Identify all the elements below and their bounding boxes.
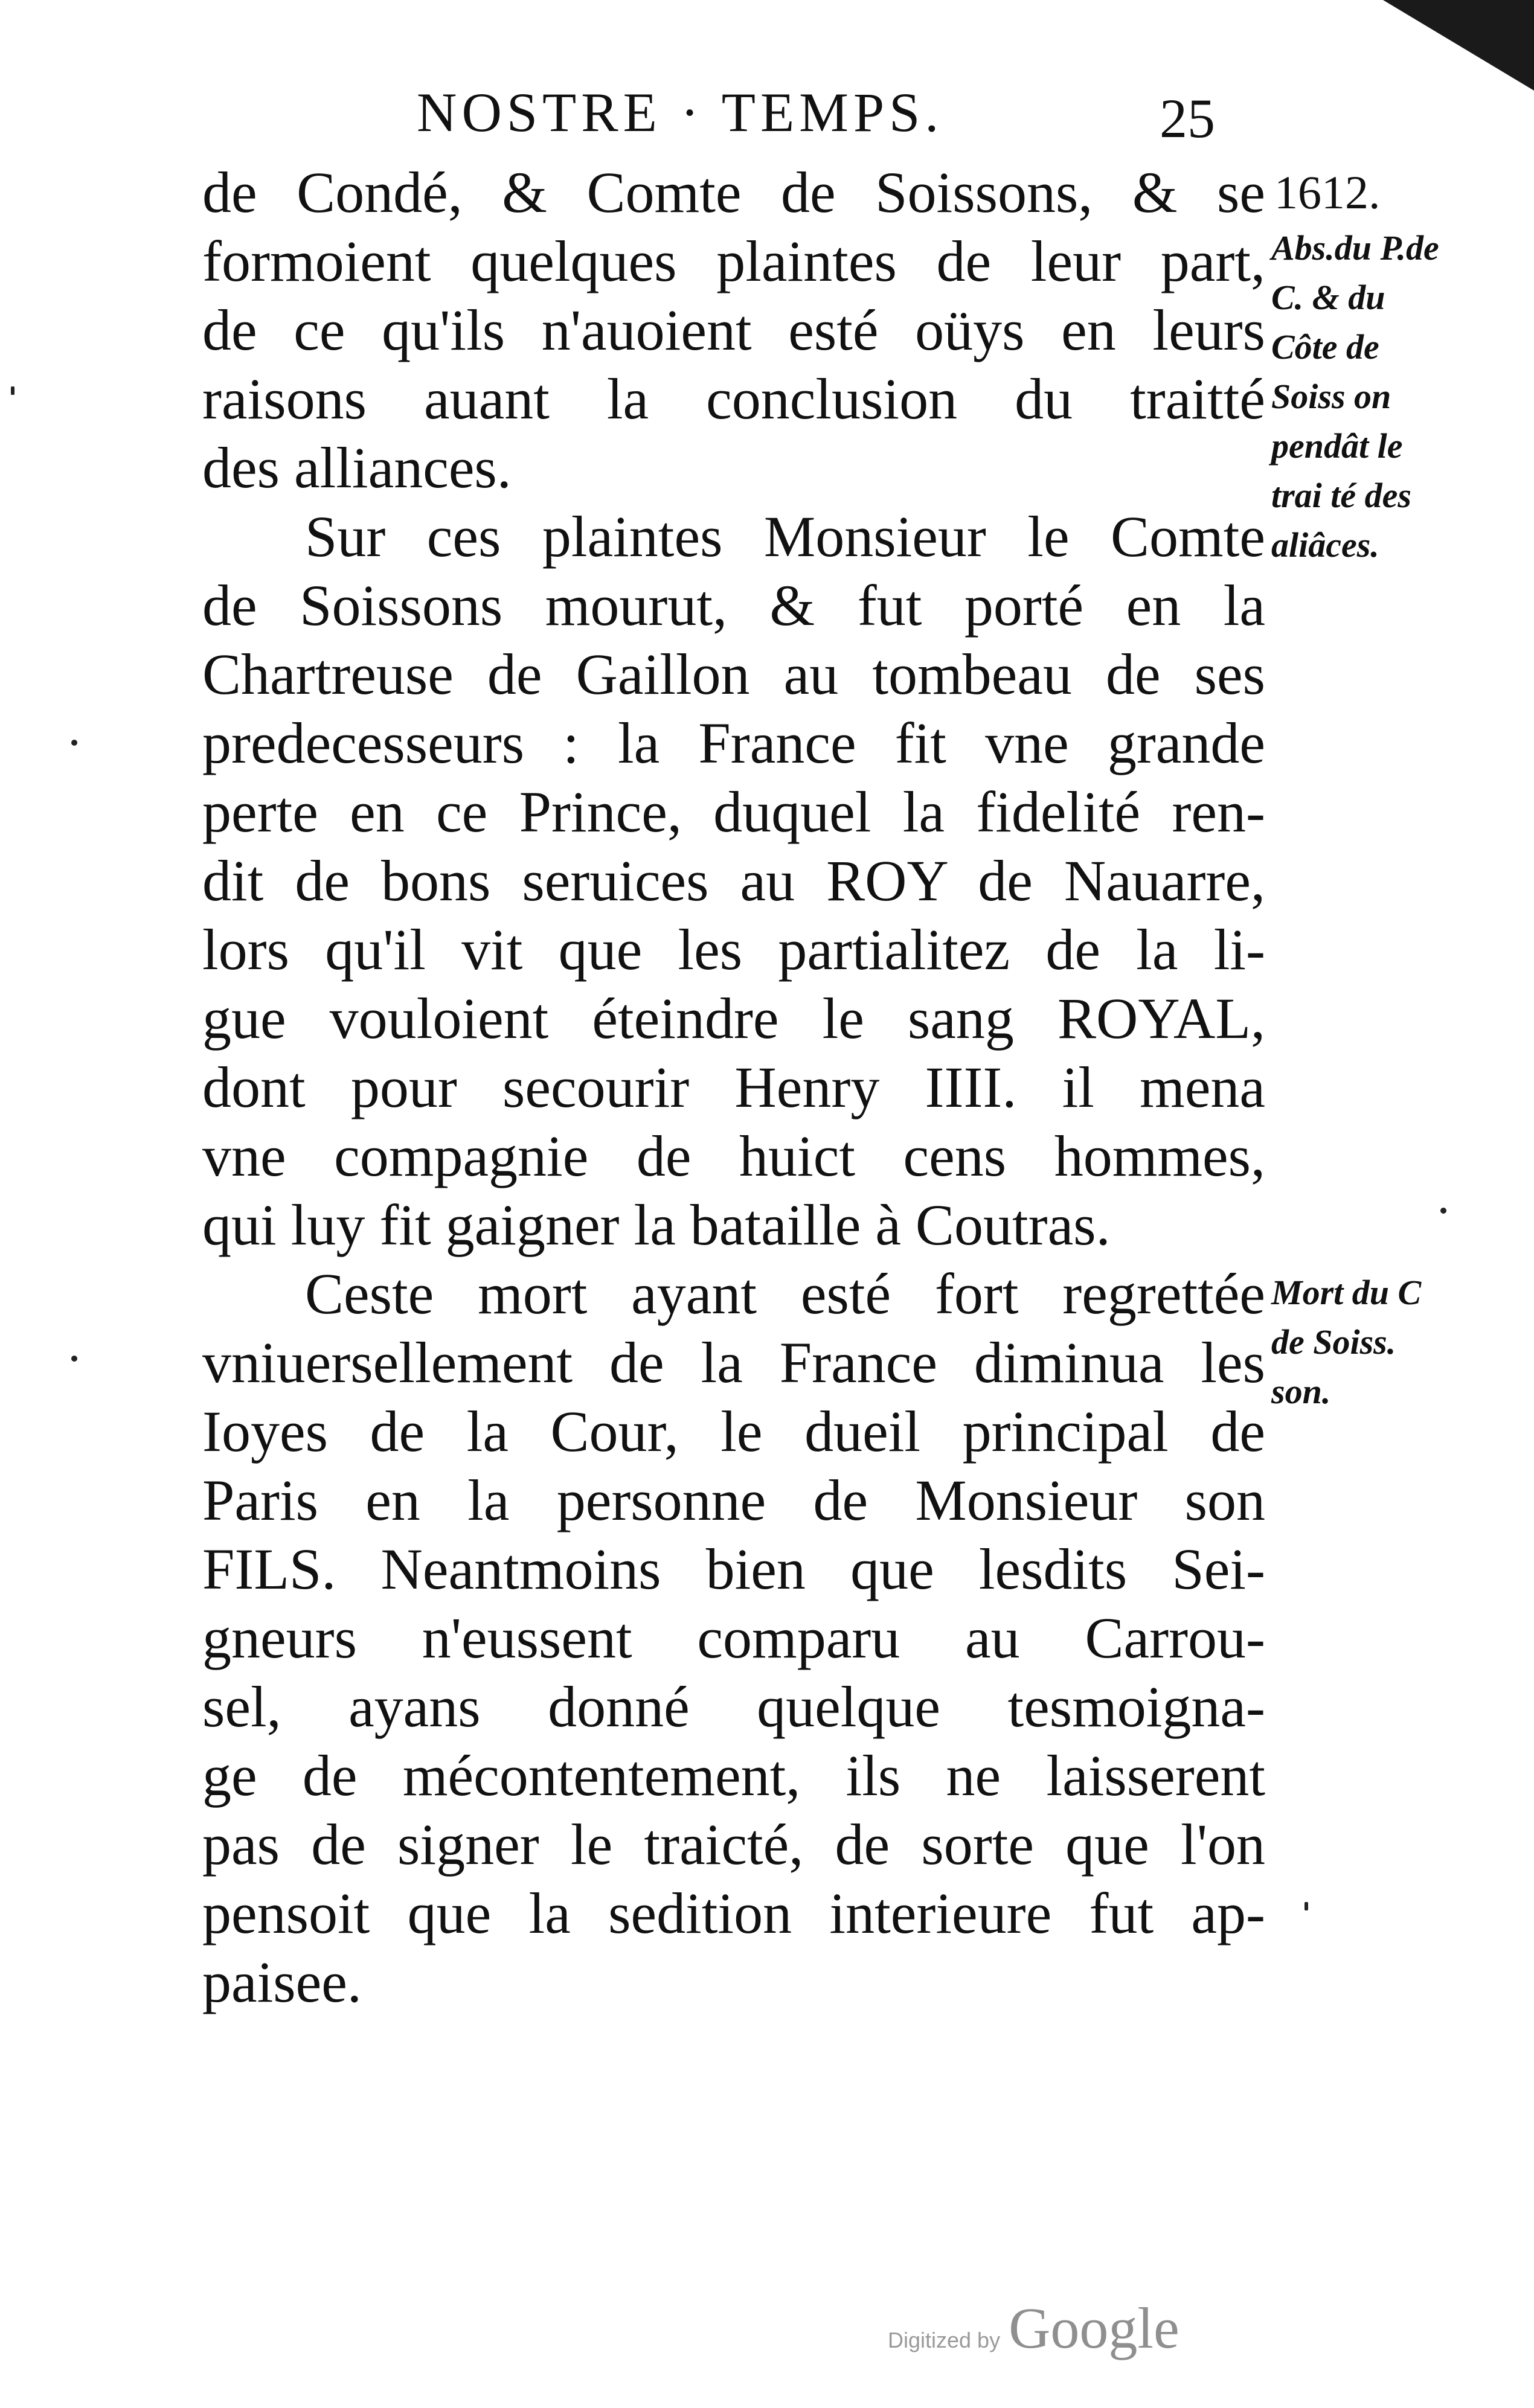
text-line: pas de signer le traicté, de sorte que l'on <box>202 1812 1265 1877</box>
ink-speck <box>1305 1902 1308 1910</box>
text-line: Ceste mort ayant esté fort regrettée <box>305 1261 1265 1326</box>
text-line: paisee. <box>202 1950 362 2014</box>
page-number: 25 <box>1160 88 1215 149</box>
text-line: ge de mécontentement, ils ne laisserent <box>202 1743 1265 1808</box>
text-line: Sur ces plaintes Monsieur le Comte <box>305 504 1265 569</box>
margin-note-absence: Abs.du P.de C. & du Côte de Soiss on pendât le trai té des aliâces. <box>1271 228 1439 565</box>
text-line: FILS. Neantmoins bien que lesdits Sei- <box>202 1537 1265 1601</box>
text-line: vne compagnie de huict cens hommes, <box>202 1124 1265 1188</box>
body-text <box>202 158 1265 2017</box>
text-line: sel, ayans donné quelque tesmoigna- <box>202 1674 1265 1739</box>
text-line: qui luy fit gaigner la bataille à Coutras. <box>202 1193 1111 1257</box>
text-line: Ioyes de la Cour, le dueil principal de <box>202 1399 1265 1464</box>
margin-year: 1612. <box>1274 166 1381 219</box>
text-line: Paris en la personne de Monsieur son <box>202 1468 1265 1532</box>
digitized-by-google-watermark <box>888 2294 1179 2362</box>
text-line: dont pour secourir Henry IIII. il mena <box>202 1055 1265 1119</box>
digitized-label: Digitized by <box>888 2328 1001 2352</box>
ink-speck <box>11 386 14 395</box>
text-line: lors qu'il vit que les partialitez de la li- <box>202 917 1265 982</box>
page-corner-shadow <box>1383 0 1534 91</box>
text-line: gneurs n'eussent comparu au Carrou- <box>202 1606 1265 1670</box>
text-line: gue vouloient éteindre le sang ROYAL, <box>202 986 1265 1051</box>
text-line: perte en ce Prince, duquel la fidelité ren- <box>202 780 1265 844</box>
text-line: de Soissons mourut, & fut porté en la <box>202 573 1265 638</box>
text-line: des alliances. <box>202 435 512 500</box>
text-line: dit de bons seruices au ROY de Nauarre, <box>202 848 1265 913</box>
margin-note-death: Mort du C de Soiss. son. <box>1271 1273 1422 1411</box>
text-line: pensoit que la sedition interieure fut ap- <box>202 1881 1265 1945</box>
text-line: predecesseurs : la France fit vne grande <box>202 711 1265 775</box>
text-line: raisons auant la conclusion du traitté <box>202 367 1265 431</box>
text-line: de Condé, & Comte de Soissons, & se <box>202 160 1265 225</box>
ink-speck <box>71 740 77 746</box>
text-line: vniuersellement de la France diminua les <box>202 1330 1265 1395</box>
google-wordmark: Google <box>1009 2296 1179 2360</box>
text-line: Chartreuse de Gaillon au tombeau de ses <box>202 642 1265 706</box>
text-line: formoient quelques plaintes de leur part, <box>202 229 1265 293</box>
text-line: de ce qu'ils n'auoient esté oüys en leurs <box>202 298 1265 362</box>
ink-speck <box>71 1356 77 1362</box>
ink-speck <box>1440 1208 1446 1214</box>
running-title: NOSTRE · TEMPS. <box>417 82 944 143</box>
